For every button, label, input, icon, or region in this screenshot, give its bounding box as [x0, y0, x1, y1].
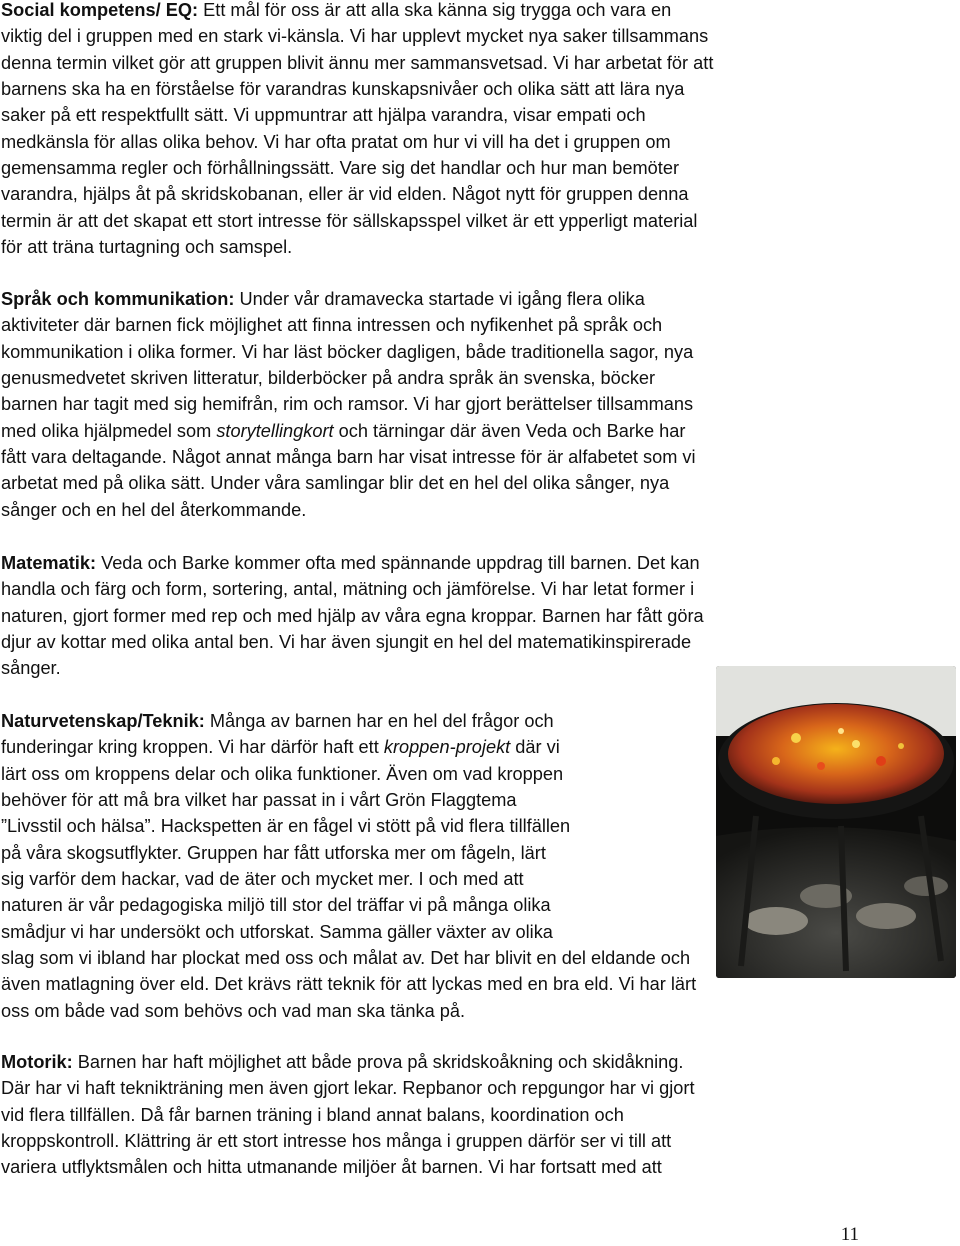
text-line: barnens ska ha en förståelse för varandras kunskapsnivåer och olika sätt att lära nya	[1, 79, 685, 100]
text-line: ”Livsstil och hälsa”. Hackspetten är en fågel vi stött på vid flera tillfällen	[1, 816, 571, 837]
text-line: Naturvetenskap/Teknik: Många av barnen har en hel del frågor och	[1, 711, 554, 731]
text-line: lärt oss om kroppens delar och olika funktioner. Även om vad kroppen	[1, 763, 564, 784]
paragraph-naturvetenskap-teknik	[1, 708, 696, 1024]
section-heading: Matematik:	[1, 553, 97, 573]
text-line: handla och färg och form, sortering, antal, mätning och jämförelse. Vi har letat former i	[1, 579, 695, 600]
text-line: kroppskontroll. Klättring är ett stort intresse hos många i gruppen därför ser vi till att	[1, 1131, 672, 1152]
text-line: sånger och en hel del återkommande.	[1, 499, 307, 520]
emphasized-term: storytellingkort	[216, 420, 334, 441]
section-heading: Motorik:	[1, 1052, 73, 1072]
text-line: Där har vi haft teknikträning men även gjort lekar. Repbanor och repgungor har vi gjort	[1, 1078, 695, 1099]
text-line: sig varför dem hackar, vad de äter och mycket mer. I och med att	[1, 869, 524, 890]
text-line: varandra, hjälps åt på skridskobanan, eller är vid elden. Något nytt för gruppen denna	[1, 184, 689, 205]
section-heading: Språk och kommunikation:	[1, 289, 235, 309]
text-line: för att träna turtagning och samspel.	[1, 237, 293, 258]
text-line: med olika hjälpmedel som storytellingkort och tärningar där även Veda och Barke har	[1, 420, 686, 441]
section-heading: Naturvetenskap/Teknik:	[1, 711, 205, 731]
text-line: aktiviteter där barnen fick möjlighet att finna intressen och nyfikenhet på språk och	[1, 315, 663, 336]
text-line: saker på ett respektfullt sätt. Vi uppmuntrar att hjälpa varandra, visar empati och	[1, 105, 646, 126]
text-line: Språk och kommunikation: Under vår dramavecka startade vi igång flera olika	[1, 289, 645, 309]
text-line: sånger.	[1, 658, 61, 679]
text-line: på våra skogsutflykter. Gruppen har fått utforska mer om fågeln, lärt	[1, 842, 546, 863]
text-line: djur av kottar med olika antal ben. Vi har även sjungit en hel del matematikinspirerade	[1, 632, 692, 653]
text-line: termin är att det skapat ett stort intresse för sällskapsspel vilket är ett ypperligt material	[1, 210, 698, 231]
text-line: genusmedvetet skriven litteratur, bilderböcker på andra språk än svenska, böcker	[1, 368, 656, 389]
text-line: vid flera tillfällen. Då får barnen träning i bland annat balans, koordination och	[1, 1104, 624, 1125]
text-line: Social kompetens/ EQ: Ett mål för oss är att alla ska känna sig trygga och vara en	[1, 0, 672, 20]
text-line: funderingar kring kroppen. Vi har därför haft ett kroppen-projekt där vi	[1, 737, 560, 758]
text-line: barnen har tagit med sig hemifrån, rim och ramsor. Vi har gjort berättelser tillsammans	[1, 394, 694, 415]
text-line: naturen är vår pedagogiska miljö till stor del träffar vi på många olika	[1, 895, 551, 916]
text-line: behöver för att må bra vilket har passat in i vårt Grön Flaggtema	[1, 790, 517, 811]
text-line: gemensamma regler och förhållningssätt. Vare sig det handlar och hur man bemöter	[1, 158, 680, 179]
paragraph-matematik	[1, 550, 704, 682]
emphasized-term: kroppen-projekt	[383, 737, 511, 758]
text-line: Matematik: Veda och Barke kommer ofta med spännande uppdrag till barnen. Det kan	[1, 553, 700, 573]
text-line: variera utflyktsmålen och hitta utmanande miljöer åt barnen. Vi har fortsatt med att	[1, 1157, 662, 1178]
cooking-pan-photo	[716, 666, 956, 978]
paragraph-sprak-och-kommunikation	[1, 286, 696, 523]
section-heading: Social kompetens/ EQ:	[1, 0, 199, 20]
text-line: arbetat med på olika sätt. Under våra samlingar blir det en hel del olika sånger, nya	[1, 473, 670, 494]
text-line: Motorik: Barnen har haft möjlighet att både prova på skridskoåkning och skidåkning.	[1, 1052, 684, 1072]
text-line: även matlagning över eld. Det krävs rätt teknik för att lyckas med en bra eld. Vi har lärt	[1, 974, 697, 995]
text-line: viktig del i gruppen med en stark vi-känsla. Vi har upplevt mycket nya saker tillsammans	[1, 26, 709, 47]
page-number: 11	[840, 1224, 859, 1245]
text-line: medkänsla för allas olika behov. Vi har ofta pratat om hur vi vill ha det i gruppen om	[1, 131, 671, 152]
text-line: smådjur vi har undersökt och utforskat. Samma gäller växter av olika	[1, 921, 553, 942]
paragraph-social-kompetens	[1, 0, 713, 260]
text-line: slag som vi ibland har plockat med oss och målat av. Det har blivit en del eldande och	[1, 948, 691, 969]
paragraph-motorik	[1, 1049, 695, 1181]
text-line: kommunikation i olika former. Vi har läst böcker dagligen, både traditionella sagor, nya	[1, 341, 694, 362]
text-line: naturen, gjort former med rep och med hjälp av våra egna kroppar. Barnen har fått göra	[1, 605, 704, 626]
text-line: oss om både vad som behövs och vad man ska tänka på.	[1, 1000, 466, 1021]
text-line: fått vara deltagande. Något annat många barn har visat intresse för är alfabetet som vi	[1, 447, 696, 468]
text-line: denna termin vilket gör att gruppen blivit ännu mer sammansvetsad. Vi har arbetat för att	[1, 52, 714, 73]
